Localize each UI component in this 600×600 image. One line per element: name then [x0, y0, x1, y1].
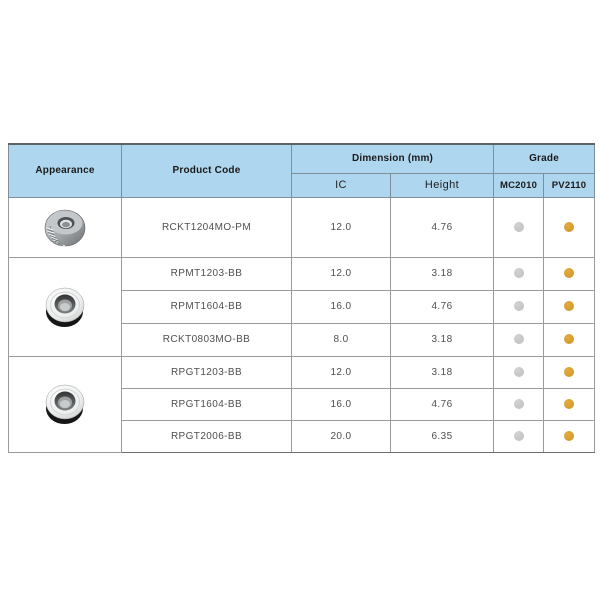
- grade-cell-pv2110: [544, 290, 595, 323]
- round-washer-insert-image: [9, 284, 121, 330]
- col-header-pv2110: PV2110: [544, 173, 595, 197]
- height-cell: 6.35: [391, 420, 494, 452]
- grade-dot-gold-icon: [564, 222, 574, 232]
- table-row: [9, 257, 595, 290]
- grade-cell-mc2010: [494, 290, 544, 323]
- grade-cell-pv2110: [544, 356, 595, 388]
- grade-cell-mc2010: [494, 388, 544, 420]
- col-header-height: Height: [391, 173, 494, 197]
- grade-cell-pv2110: [544, 323, 595, 356]
- appearance-cell: [9, 197, 122, 257]
- ic-cell: 12.0: [292, 257, 391, 290]
- col-header-appearance: Appearance: [9, 144, 122, 197]
- grade-cell-pv2110: [544, 257, 595, 290]
- grade-dot-gray-icon: [514, 268, 524, 278]
- serrated-milling-insert-image: [9, 204, 121, 250]
- product-code-cell: RPGT1203-BB: [122, 356, 292, 388]
- product-spec-table-wrap: [8, 143, 594, 453]
- grade-cell-mc2010: [494, 420, 544, 452]
- product-spec-table: [8, 143, 595, 453]
- ic-cell: 16.0: [292, 290, 391, 323]
- grade-cell-pv2110: [544, 388, 595, 420]
- height-cell: 3.18: [391, 323, 494, 356]
- product-code-cell: RPGT2006-BB: [122, 420, 292, 452]
- height-cell: 4.76: [391, 290, 494, 323]
- grade-dot-gray-icon: [514, 367, 524, 377]
- ic-cell: 20.0: [292, 420, 391, 452]
- height-cell: 3.18: [391, 356, 494, 388]
- grade-cell-mc2010: [494, 257, 544, 290]
- grade-dot-gold-icon: [564, 301, 574, 311]
- height-cell: 4.76: [391, 197, 494, 257]
- height-cell: 4.76: [391, 388, 494, 420]
- ic-cell: 8.0: [292, 323, 391, 356]
- height-cell: 3.18: [391, 257, 494, 290]
- appearance-cell: [9, 257, 122, 356]
- appearance-cell: [9, 356, 122, 452]
- grade-cell-mc2010: [494, 197, 544, 257]
- grade-cell-pv2110: [544, 197, 595, 257]
- product-code-cell: RCKT0803MO-BB: [122, 323, 292, 356]
- grade-dot-gray-icon: [514, 222, 524, 232]
- col-header-mc2010: MC2010: [494, 173, 544, 197]
- grade-dot-gold-icon: [564, 399, 574, 409]
- round-washer-insert-image: [9, 381, 121, 427]
- table-row: [9, 356, 595, 388]
- product-code-cell: RPMT1203-BB: [122, 257, 292, 290]
- ic-cell: 16.0: [292, 388, 391, 420]
- ic-cell: 12.0: [292, 356, 391, 388]
- grade-dot-gold-icon: [564, 268, 574, 278]
- table-header: [9, 144, 595, 197]
- grade-dot-gray-icon: [514, 431, 524, 441]
- grade-dot-gray-icon: [514, 301, 524, 311]
- grade-cell-pv2110: [544, 420, 595, 452]
- col-header-dimension: Dimension (mm): [292, 144, 494, 173]
- product-code-cell: RCKT1204MO-PM: [122, 197, 292, 257]
- col-header-product-code: Product Code: [122, 144, 292, 197]
- product-code-cell: RPGT1604-BB: [122, 388, 292, 420]
- grade-dot-gold-icon: [564, 334, 574, 344]
- table-row: [9, 197, 595, 257]
- product-code-cell: RPMT1604-BB: [122, 290, 292, 323]
- grade-dot-gray-icon: [514, 334, 524, 344]
- grade-cell-mc2010: [494, 323, 544, 356]
- grade-dot-gray-icon: [514, 399, 524, 409]
- col-header-grade: Grade: [494, 144, 595, 173]
- grade-dot-gold-icon: [564, 431, 574, 441]
- col-header-ic: IC: [292, 173, 391, 197]
- ic-cell: 12.0: [292, 197, 391, 257]
- grade-cell-mc2010: [494, 356, 544, 388]
- grade-dot-gold-icon: [564, 367, 574, 377]
